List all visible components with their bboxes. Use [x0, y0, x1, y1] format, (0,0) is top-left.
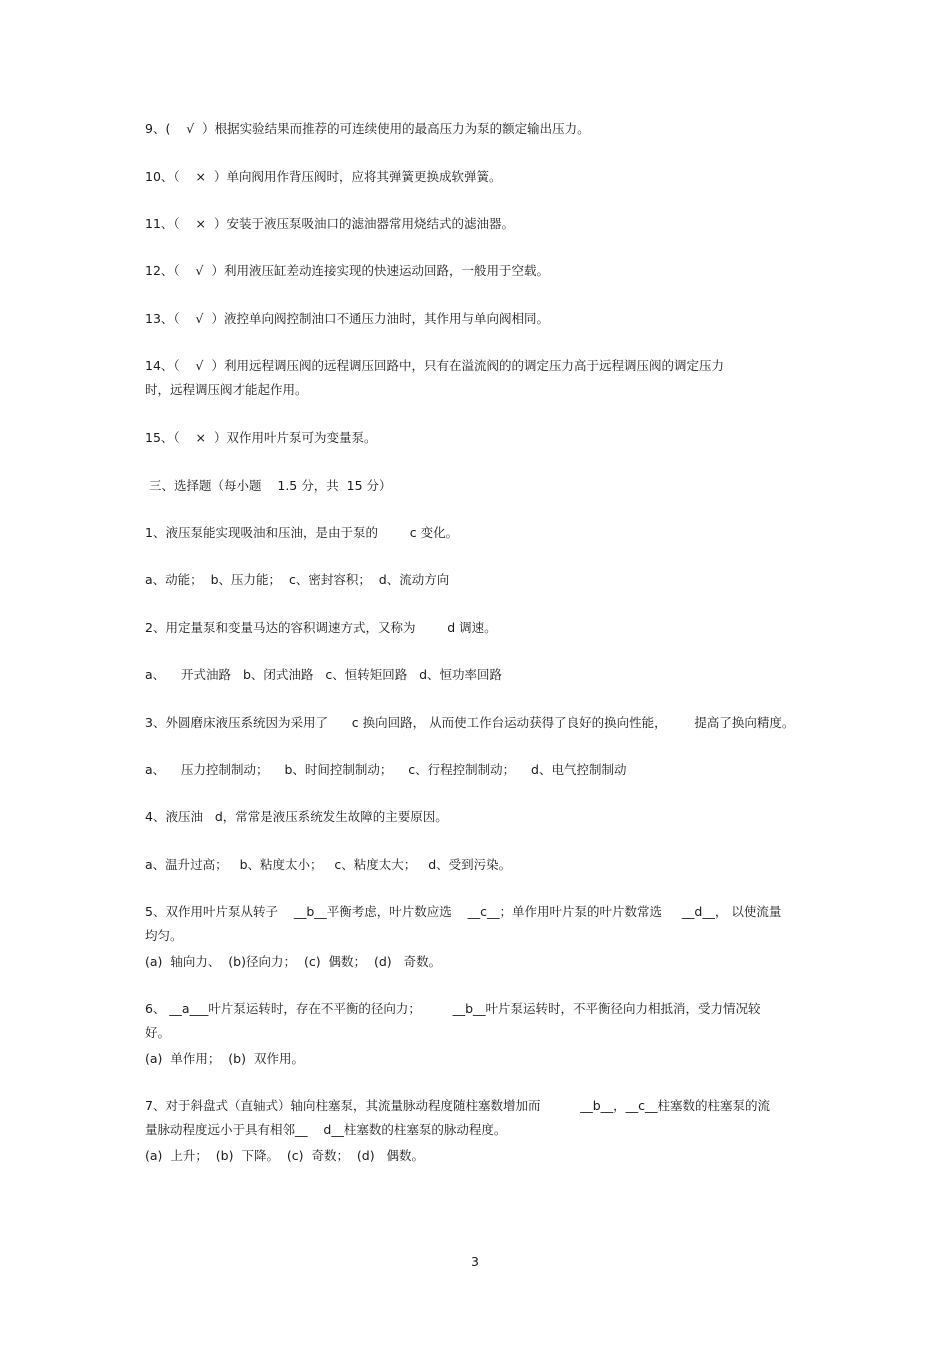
- choice-2-options: a、 开式油路 b、闭式油路 c、恒转矩回路 d、恒功率回路: [145, 667, 503, 682]
- choice-1-question: 1、液压泵能实现吸油和压油，是由于泵的 c 变化。: [145, 525, 459, 540]
- section-heading: 三、选择题（每小题 1.5 分，共 15 分）: [145, 478, 392, 493]
- choice-3-question: 3、外圆磨床液压系统因为采用了 c 换向回路， 从而使工作台运动获得了良好的换向性能， 提高了换向精度。: [145, 715, 795, 730]
- question-15-line: 15、（ × ）双作用叶片泵可为变量泵。: [145, 430, 377, 445]
- choice-5-options: (a) 轴向力、 (b)径向力； (c) 偶数； (d) 奇数。: [145, 954, 442, 969]
- question-11-line: 11、（ × ）安装于液压泵吸油口的滤油器常用烧结式的滤油器。: [145, 216, 514, 231]
- question-10-line: 10、（ × ）单向阀用作背压阀时，应将其弹簧更换成软弹簧。: [145, 169, 502, 184]
- choice-6-question: 6、 __a___叶片泵运转时，存在不平衡的径向力； __b__叶片泵运转时，不平衡径向力相抵消，受力情况较: [145, 1001, 761, 1016]
- choice-3-options: a、 压力控制制动； b、时间控制制动； c、行程控制制动； d、电气控制制动: [145, 762, 627, 777]
- question-9-line: 9、( √ ）根据实验结果而推荐的可连续使用的最高压力为泵的额定输出压力。: [145, 121, 590, 136]
- question-14-line: 14、（ √ ）利用远程调压阀的远程调压回路中，只有在溢流阀的的调定压力高于远程调压阀的调定压力: [145, 358, 724, 373]
- choice-5-question-continued: 均匀。: [145, 928, 183, 943]
- choice-2-question: 2、用定量泵和变量马达的容积调速方式，又称为 d 调速。: [145, 620, 497, 635]
- choice-4-question: 4、液压油 d，常常是液压系统发生故障的主要原因。: [145, 809, 448, 824]
- choice-4-options: a、温升过高； b、粘度太小； c、粘度太大； d、受到污染。: [145, 857, 512, 872]
- choice-7-question: 7、对于斜盘式（直轴式）轴向柱塞泵，其流量脉动程度随柱塞数增加而 __b__，__c__柱塞数的柱塞泵的流: [145, 1098, 770, 1113]
- question-12-line: 12、（ √ ）利用液压缸差动连接实现的快速运动回路，一般用于空载。: [145, 263, 549, 278]
- choice-7-question-continued: 量脉动程度远小于具有相邻__ d__柱塞数的柱塞泵的脉动程度。: [145, 1122, 507, 1137]
- choice-6-options: (a) 单作用； (b) 双作用。: [145, 1051, 304, 1066]
- choice-5-question: 5、双作用叶片泵从转子 __b__平衡考虑，叶片数应选 __c__；单作用叶片泵的叶片数常选 __d__， 以使流量: [145, 904, 782, 919]
- choice-6-question-continued: 好。: [145, 1025, 171, 1040]
- choice-1-options: a、动能； b、压力能； c、密封容积； d、流动方向: [145, 572, 450, 587]
- choice-7-options: (a) 上升； (b) 下降。 (c) 奇数； (d) 偶数。: [145, 1148, 425, 1163]
- question-14-line-continued: 时，远程调压阀才能起作用。: [145, 382, 308, 397]
- question-13-line: 13、（ √ ）液控单向阀控制油口不通压力油时，其作用与单向阀相同。: [145, 311, 549, 326]
- page-number: 3: [471, 1254, 479, 1269]
